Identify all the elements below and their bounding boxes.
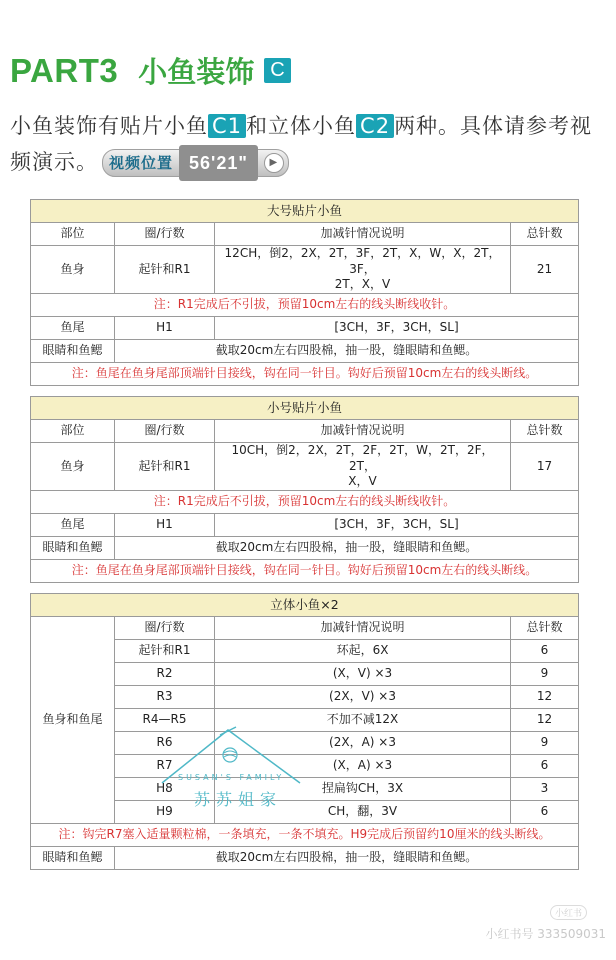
desc-line: 10CH，倒2，2X，2T，2F，2T，W，2T，2F，2T，	[231, 443, 494, 473]
table-title: 小号贴片小鱼	[31, 397, 579, 420]
col-header-part: 部位	[31, 223, 115, 246]
small-flat-fish-table	[30, 396, 579, 583]
total-cell: 12	[511, 686, 579, 709]
total-cell: 6	[511, 801, 579, 824]
desc-cell: [3CH，3F，3CH，SL]	[215, 317, 579, 340]
part-cell: 眼睛和鱼鳃	[31, 340, 115, 363]
row-cell: R6	[115, 732, 215, 755]
total-cell: 6	[511, 755, 579, 778]
total-cell: 9	[511, 663, 579, 686]
desc-cell: (X，A) ×3	[215, 755, 511, 778]
xiaohongshu-logo: 小红书	[550, 905, 587, 920]
desc-cell: (2X，V) ×3	[215, 686, 511, 709]
desc-cell: (X，V) ×3	[215, 663, 511, 686]
row-cell: H9	[115, 801, 215, 824]
note-row: 注：R1完成后不引拔，预留10cm左右的线头断线收针。	[31, 491, 579, 514]
col-header-rows: 圈/行数	[115, 420, 215, 443]
desc-line: X，V	[348, 474, 377, 489]
desc-cell: 不加不减12X	[215, 709, 511, 732]
video-timestamp: 56'21"	[179, 145, 258, 181]
section-badge: C	[264, 58, 290, 83]
c1-badge: C1	[208, 114, 246, 138]
note-row: 注：鱼尾在鱼身尾部顶端针目接线，钩在同一针目。钩好后预留10cm左右的线头断线。	[31, 363, 579, 386]
col-header-rows: 圈/行数	[115, 617, 215, 640]
part-cell: 鱼身和鱼尾	[31, 617, 115, 824]
desc-cell: 截取20cm左右四股棉，抽一股，缝眼睛和鱼鳃。	[115, 537, 579, 560]
video-position-label: 视频位置	[109, 154, 174, 172]
row-cell: R4—R5	[115, 709, 215, 732]
desc-cell	[215, 246, 511, 294]
row-cell: H1	[115, 317, 215, 340]
section-title: 小鱼装饰	[138, 55, 255, 89]
total-cell: 9	[511, 732, 579, 755]
part-cell: 眼睛和鱼鳃	[31, 537, 115, 560]
col-header-total: 总针数	[511, 420, 579, 443]
watermark-en: SUSAN'S FAMILY	[178, 773, 285, 782]
c2-badge: C2	[356, 114, 394, 138]
video-position-button[interactable]	[102, 149, 289, 177]
col-header-desc: 加减针情况说明	[215, 420, 511, 443]
part-cell: 眼睛和鱼鳃	[31, 847, 115, 870]
intro-text-1: 小鱼装饰有贴片小鱼	[10, 114, 208, 138]
desc-cell: [3CH，3F，3CH，SL]	[215, 514, 579, 537]
total-cell: 17	[511, 443, 579, 491]
desc-cell: 环起，6X	[215, 640, 511, 663]
row-cell: R3	[115, 686, 215, 709]
table-title: 立体小鱼×2	[31, 594, 579, 617]
large-flat-fish-table	[30, 199, 579, 386]
row-cell: R7	[115, 755, 215, 778]
row-cell: R2	[115, 663, 215, 686]
desc-cell	[215, 443, 511, 491]
desc-cell: CH，翻，3V	[215, 801, 511, 824]
col-header-total: 总针数	[511, 223, 579, 246]
desc-line: 12CH，倒2，2X，2T，3F，2T，X，W，X，2T，3F，	[224, 246, 501, 276]
total-cell: 3	[511, 778, 579, 801]
part-cell: 鱼身	[31, 246, 115, 294]
watermark-cn: 苏苏姐家	[194, 790, 283, 809]
desc-cell: 截取20cm左右四股棉，抽一股，缝眼睛和鱼鳃。	[115, 847, 579, 870]
play-icon: ▶	[264, 153, 284, 173]
total-cell: 6	[511, 640, 579, 663]
row-cell: 起针和R1	[115, 246, 215, 294]
intro-paragraph	[10, 108, 610, 180]
total-cell: 12	[511, 709, 579, 732]
row-cell: 起针和R1	[115, 443, 215, 491]
note-row: 注：鱼尾在鱼身尾部顶端针目接线，钩在同一针目。钩好后预留10cm左右的线头断线。	[31, 560, 579, 583]
col-header-desc: 加减针情况说明	[215, 223, 511, 246]
desc-cell: (2X，A) ×3	[215, 732, 511, 755]
row-cell: 起针和R1	[115, 640, 215, 663]
desc-line: 2T，X，V	[334, 277, 391, 292]
part-label: PART3	[10, 51, 119, 89]
row-cell: H8	[115, 778, 215, 801]
note-row: 注：R1完成后不引拔，预留10cm左右的线头断线收针。	[31, 294, 579, 317]
table-title: 大号贴片小鱼	[31, 200, 579, 223]
desc-cell: 捏扁钩CH，3X	[215, 778, 511, 801]
intro-text-2: 和立体小鱼	[246, 114, 357, 138]
part-cell: 鱼尾	[31, 317, 115, 340]
row-cell: H1	[115, 514, 215, 537]
part-cell: 鱼身	[31, 443, 115, 491]
part-cell: 鱼尾	[31, 514, 115, 537]
col-header-desc: 加减针情况说明	[215, 617, 511, 640]
3d-fish-table	[30, 593, 579, 870]
col-header-rows: 圈/行数	[115, 223, 215, 246]
note-row: 注：钩完R7塞入适量颗粒棉，一条填充，一条不填充。H9完成后预留约10厘米的线头断线。	[31, 824, 579, 847]
footer-id: 小红书号 333509031	[485, 927, 606, 941]
desc-cell: 截取20cm左右四股棉，抽一股，缝眼睛和鱼鳃。	[115, 340, 579, 363]
total-cell: 21	[511, 246, 579, 294]
intro-text-3: 两种。具体请参考视频演示。	[10, 114, 593, 174]
col-header-part: 部位	[31, 420, 115, 443]
page-heading	[10, 50, 291, 91]
col-header-total: 总针数	[511, 617, 579, 640]
